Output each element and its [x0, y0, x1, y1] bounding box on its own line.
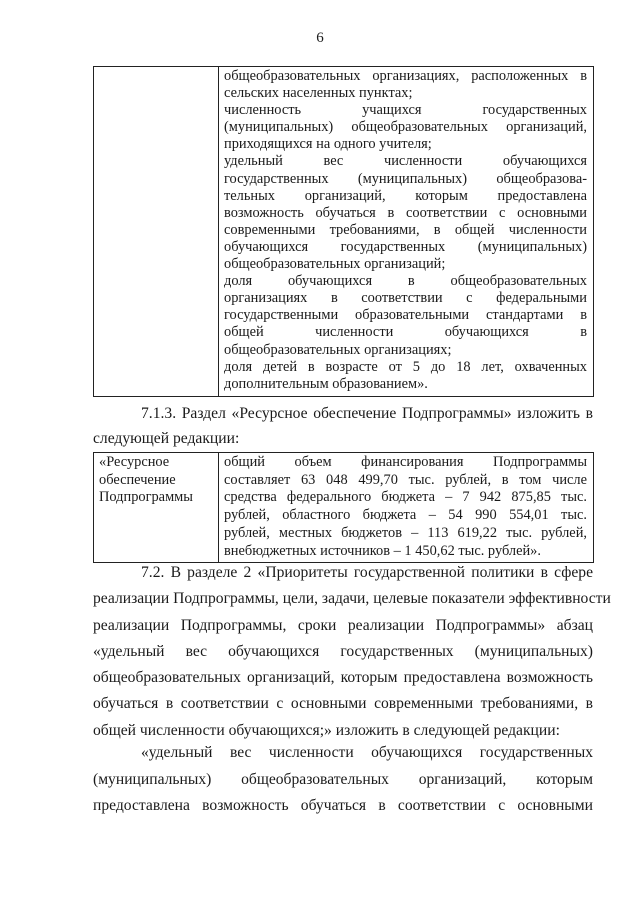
- paragraph-line: общей численности обучающихся;» изложить в следующей редакции:: [93, 721, 560, 739]
- indicators-line: организациях в соответствии с федеральными: [224, 290, 587, 307]
- resource-line: рублей, областного бюджета – 54 990 554,01 тыс.: [224, 507, 587, 524]
- indicators-line: численность учащихся государственных: [224, 102, 587, 119]
- paragraph-line: общеобразовательных организаций, которым предоставлена возможность: [93, 669, 593, 687]
- paragraph-line: предоставлена возможность обучаться в соответствии с основными: [93, 797, 593, 814]
- section-7-2: [93, 560, 611, 744]
- indicators-line: общеобразовательных организаций;: [224, 256, 446, 273]
- indicators-line: доля детей в возрасте от 5 до 18 лет, охваченных: [224, 358, 587, 375]
- section-7-1-3: [93, 401, 593, 451]
- paragraph-line: обучаться в соответствии с основными современными требованиями, в: [93, 695, 593, 713]
- indicators-line: удельный вес численности обучающихся: [224, 153, 587, 170]
- indicators-table-continuation: [93, 66, 594, 397]
- page-number: 6: [316, 30, 324, 46]
- resource-label-line: Подпрограммы: [99, 489, 193, 506]
- paragraph-line: реализации Подпрограммы, сроки реализации Подпрограммы» абзац: [93, 616, 593, 634]
- indicators-line: сельских населенных пунктах;: [224, 85, 413, 102]
- paragraph-line: 7.2. В разделе 2 «Приоритеты государственной политики в сфере: [141, 564, 593, 581]
- resource-line: рублей, местных бюджетов – 113 619,22 тыс. рублей,: [224, 524, 587, 541]
- resource-content-cell: [219, 453, 594, 563]
- indicators-line: современными требованиями, в общей численности: [224, 221, 587, 238]
- quoted-indicator: [93, 740, 593, 820]
- paragraph-line: «удельный вес численности обучающихся государственных: [141, 744, 593, 761]
- paragraph-line: реализации Подпрограммы, цели, задачи, целевые показатели эффективности: [93, 590, 611, 608]
- indicators-line: доля обучающихся в общеобразовательных: [224, 273, 587, 290]
- indicators-line: тельных организаций, которым предоставлена: [224, 187, 587, 204]
- resource-table: [93, 452, 594, 563]
- paragraph-line: 7.1.3. Раздел «Ресурсное обеспечение Подпрограммы» изложить в: [141, 405, 593, 422]
- indicators-line: возможность обучаться в соответствии с основными: [224, 204, 587, 221]
- indicators-label-cell: [94, 67, 219, 397]
- resource-line: общий объем финансирования Подпрограммы: [224, 454, 587, 470]
- indicators-line: общей численности обучающихся в: [224, 324, 587, 341]
- indicators-line: дополнительным образованием».: [224, 375, 428, 392]
- indicators-line: общеобразовательных организациях;: [224, 341, 452, 358]
- resource-line: средства федерального бюджета – 7 942 875,85 тыс.: [224, 489, 587, 506]
- indicators-line: общеобразовательных организациях, расположенных в: [224, 68, 587, 84]
- paragraph-line: (муниципальных) общеобразовательных организаций, которым: [93, 770, 593, 788]
- indicators-content-cell: [219, 67, 594, 397]
- resource-line: составляет 63 048 499,70 тыс. рублей, в том числе: [224, 471, 587, 488]
- paragraph-line: «удельный вес обучающихся государственных (муниципальных): [93, 642, 593, 660]
- resource-label-line: «Ресурсное: [99, 454, 170, 470]
- indicators-line: государственных (муниципальных) общеобразова-: [224, 170, 587, 187]
- indicators-line: государственными образовательными стандартами в: [224, 307, 587, 324]
- indicators-line: приходящихся на одного учителя;: [224, 136, 432, 153]
- indicators-line: (муниципальных) общеобразовательных организаций,: [224, 119, 587, 136]
- resource-label-line: обеспечение: [99, 471, 176, 488]
- paragraph-line: следующей редакции:: [93, 430, 240, 447]
- indicators-line: обучающихся государственных (муниципальных): [224, 238, 587, 255]
- resource-label-cell: [94, 453, 219, 563]
- resource-line: внебюджетных источников – 1 450,62 тыс. рублей».: [224, 542, 541, 559]
